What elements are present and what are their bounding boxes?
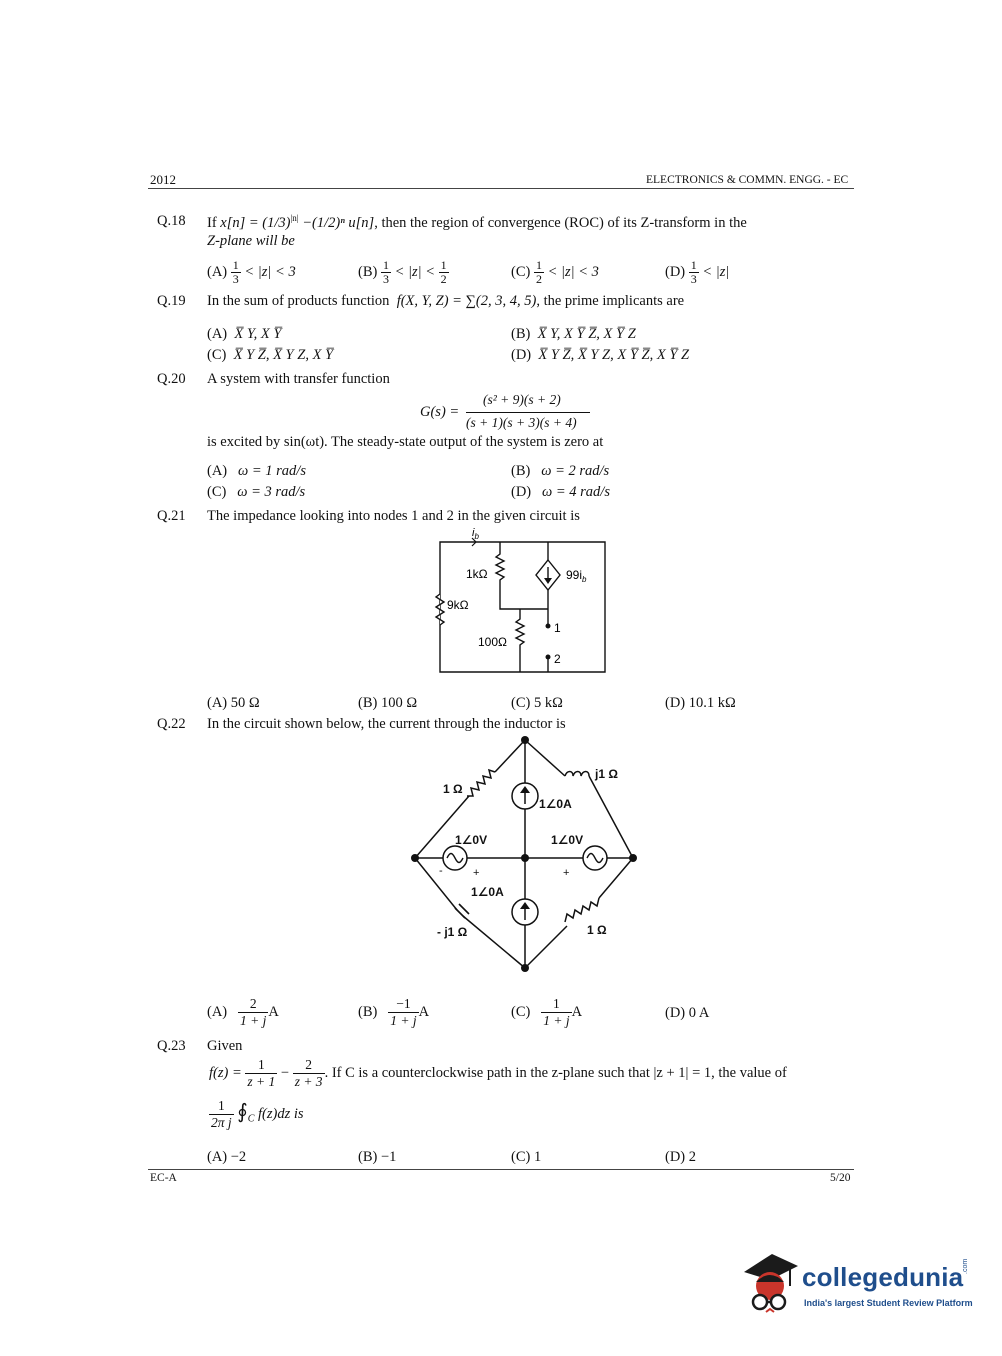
voltage-left-label: 1∠0V [455,833,488,847]
r-top-left-label: 1 Ω [443,782,463,796]
q18-option-d[interactable]: (D) $\frac{1}{3}$ < |z| [665,258,730,286]
r-1k-label: 1kΩ [466,567,488,581]
q21-number: Q.21 [157,508,186,524]
voltage-right-label: 1∠0V [551,833,584,847]
q22-number: Q.22 [157,716,186,732]
q18-option-a[interactable]: (A) $\frac{1}{3}$ < |z| < 3 [207,258,296,286]
q23-number: Q.23 [157,1038,186,1054]
footer-rule [148,1169,854,1170]
brand-name: collegedunia [802,1262,964,1292]
q21-circuit [420,524,620,680]
node-left [411,854,419,862]
q19-option-d[interactable]: (D) X̅ Y Z̅, X̅ Y Z, X Y̅ Z̅, X Y̅ Z [511,347,690,363]
q23-given: Given [207,1038,243,1054]
q22-option-a[interactable]: (A) $\frac{2}{1 + j}$ A [207,996,279,1028]
fraction: $\frac{1}{2}$ [535,258,542,286]
q23-option-b[interactable]: (B) −1 [358,1149,397,1165]
ib-label: $i_b$ [472,527,479,541]
header-paper: ELECTRONICS & COMMN. ENGG. - EC [646,174,849,186]
q23-option-d[interactable]: (D) 2 [665,1149,697,1165]
current-bottom-label: 1∠0A [471,885,504,899]
q22-option-c[interactable]: (C) $\frac{1}{1 + j}$ A [511,996,583,1028]
node-1-terminal[interactable] [546,624,551,629]
q21-option-c[interactable]: (C) 5 kΩ [511,695,563,711]
q20-g-numerator: (s² + 9)(s + 2) [483,392,561,407]
header-year: 2012 [150,172,176,187]
node-center [521,854,529,862]
q22-circuit [405,732,645,974]
q21-option-d[interactable]: (D) 10.1 kΩ [665,695,736,711]
q20-option-a[interactable]: (A) ω = 1 rad/s [207,463,306,479]
footer-page: 5/20 [830,1172,851,1184]
q18-number: Q.18 [157,213,186,229]
dependent-source-label: $99i_b$ [566,568,587,584]
fraction: $\frac{1}{2}$ [440,258,447,286]
q19-option-a[interactable]: (A) X̅ Y, X Y̅ [207,326,282,342]
q19-text: In the sum of products function f(X, Y, Z) = ∑(2, 3, 4, 5), the prime implicants are [207,293,685,309]
node-top [521,736,529,744]
q22-text: In the circuit shown below, the current through the inductor is [207,716,566,732]
q18-line2: Z-plane will be [207,233,295,249]
q21-text: The impedance looking into nodes 1 and 2 in the given circuit is [207,508,580,524]
fraction: $\frac{1}{3}$ [382,258,389,286]
q20-excited: is excited by sin(ωt). The steady-state output of the system is zero at [207,434,604,450]
node-1-label: 1 [554,621,561,635]
q18-line1: If $x[n] = (1/3)^{|n|} -(1/2)^n$ u[n], then the region of convergence (ROC) of its Z-transform in the [207,213,747,231]
q20-text: A system with transfer function [207,371,390,387]
plus-right-label: + [563,867,570,879]
fraction: $\frac{1}{3}$ [690,258,697,286]
node-bottom [521,964,529,972]
r-100-label: 100Ω [478,635,507,649]
q23-option-a[interactable]: (A) −2 [207,1149,247,1165]
q19-option-b[interactable]: (B) X̅ Y, X Y̅ Z̅, X Y̅ Z [511,326,636,342]
q19-number: Q.19 [157,293,186,309]
q21-option-b[interactable]: (B) 100 Ω [358,695,418,711]
fraction: $\frac{1}{3}$ [232,258,239,286]
footer-code: EC-A [150,1172,177,1184]
q19-option-c[interactable]: (C) X̅ Y Z̅, X̅ Y Z, X Y̅ [207,347,334,363]
current-top-label: 1∠0A [539,797,572,811]
collegedunia-logo-icon [740,1246,800,1316]
capacitor-label: - j1 Ω [437,925,468,939]
brand-tagline: India's largest Student Review Platform [804,1298,973,1308]
q22-option-b[interactable]: (B) $\frac{-1}{1 + j}$ A [358,996,430,1028]
q20-option-b[interactable]: (B) ω = 2 rad/s [511,463,610,479]
q20-g-denominator: (s + 1)(s + 3)(s + 4) [466,415,577,430]
q23-integral: $\frac{1}{\text{2π j}}$ $∮_C$ f(z)dz is [211,1098,304,1130]
header-rule [148,188,854,189]
q22-option-d[interactable]: (D) 0 A [665,1005,710,1021]
q20-fraction-bar [466,412,590,413]
inductor-label: j1 Ω [595,767,618,781]
plus-left-label: + [473,867,480,879]
node-right [629,854,637,862]
brand-com: .com [962,1258,969,1274]
r-9k-label: 9kΩ [447,598,469,612]
q20-option-d[interactable]: (D) ω = 4 rad/s [511,484,610,500]
minus-left-label: - [439,865,443,877]
q20-g-lhs: G(s) = [420,404,460,420]
q18-option-b[interactable]: (B) $\frac{1}{3}$ < |z| < $\frac{1}{2}$ [358,258,447,286]
q20-number: Q.20 [157,371,186,387]
q23-function: f(z) = $\frac{1}{z + 1}$ − $\frac{2}{z + 3}$ . If C is a counterclockwise path in the z-plane such that |z + 1| = 1, the value of [209,1057,787,1089]
r-bottom-right-label: 1 Ω [587,923,607,937]
q23-option-c[interactable]: (C) 1 [511,1149,542,1165]
q18-option-c[interactable]: (C) $\frac{1}{2}$ < |z| < 3 [511,258,599,286]
q21-option-a[interactable]: (A) 50 Ω [207,695,260,711]
q20-option-c[interactable]: (C) ω = 3 rad/s [207,484,306,500]
node-2-label: 2 [554,652,561,666]
